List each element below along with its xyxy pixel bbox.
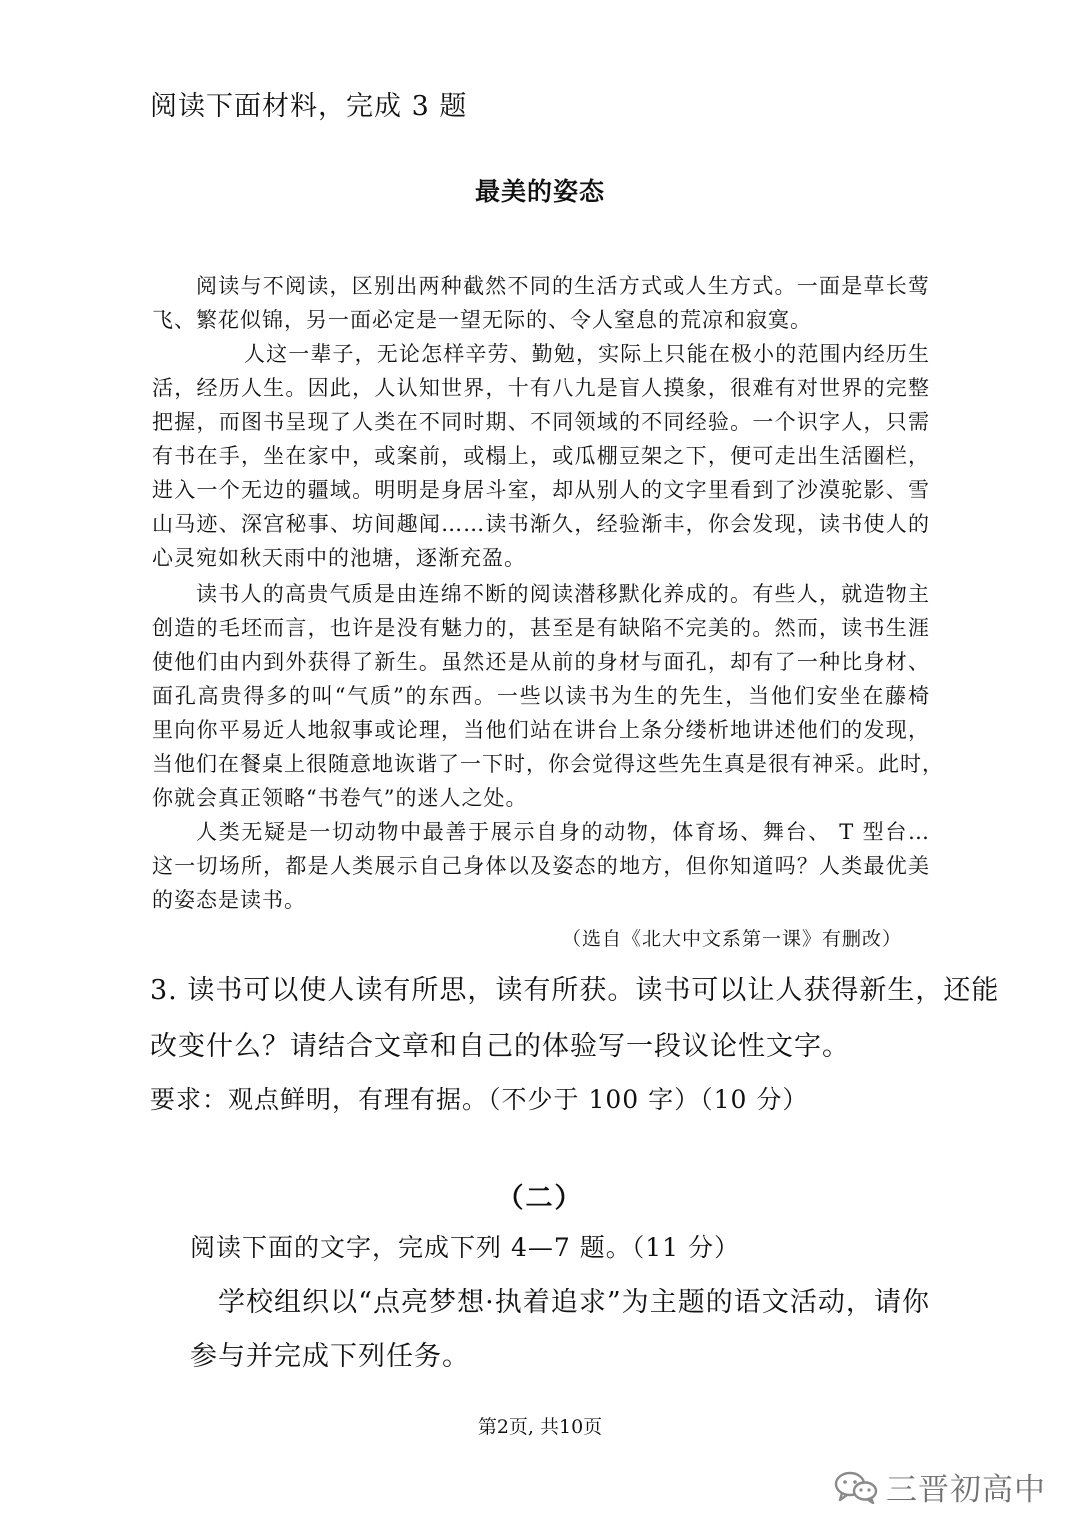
section-paragraph: 参与并完成下列任务。	[190, 1341, 470, 1372]
watermark-text: 三晋初高中	[886, 1472, 1046, 1508]
passage-line: 使他们由内到外获得了新生。虽然还是从前的身材与面孔，却有了一种比身材、	[152, 650, 930, 674]
passage-line: 这一切场所，都是人类展示自己身体以及姿态的地方，但你知道吗？人类最优美	[152, 854, 930, 878]
passage-line: 你就会真正领略“书卷气”的迷人之处。	[152, 786, 528, 810]
question-3-requirement: 要求：观点鲜明，有理有据。（不少于 100 字）（10 分）	[150, 1085, 809, 1114]
section-paragraph: 学校组织以“点亮梦想·执着追求”为主题的语文活动，请你	[218, 1287, 930, 1318]
section-intro: 阅读下面的文字，完成下列 4—7 题。（11 分）	[190, 1233, 740, 1262]
page-number: 第2页, 共10页	[477, 1416, 603, 1438]
passage-line: 面孔高贵得多的叫“气质”的东西。一些以读书为生的先生，当他们安坐在藤椅	[152, 684, 930, 708]
section-title: （二）	[496, 1183, 584, 1214]
passage-line: 进入一个无边的疆域。明明是身居斗室，却从别人的文字里看到了沙漠驼影、雪	[152, 478, 930, 502]
passage-line: 当他们在餐桌上很随意地诙谐了一下时，你会觉得这些先生真是很有神采。此时，	[152, 752, 944, 776]
passage-line: 人这一辈子，无论怎样辛劳、勤勉，实际上只能在极小的范围内经历生	[244, 342, 930, 366]
wechat-icon	[834, 1470, 878, 1504]
passage-line: 的姿态是读书。	[152, 888, 306, 912]
passage-line: 创造的毛坯而言，也许是没有魅力的，甚至是有缺陷不完美的。然而，读书生涯	[152, 616, 930, 640]
passage-line: 有书在手，坐在家中，或案前，或榻上，或瓜棚豆架之下，便可走出生活圈栏，	[152, 444, 930, 468]
passage-line: 把握，而图书呈现了人类在不同时期、不同领域的不同经验。一个识字人，只需	[152, 410, 930, 434]
passage-line: 阅读与不阅读，区别出两种截然不同的生活方式或人生方式。一面是草长莺	[196, 274, 930, 298]
question-3-line: 3. 读书可以使人读有所思，读有所获。读书可以让人获得新生，还能	[150, 975, 1000, 1006]
passage-line: 读书人的高贵气质是由连绵不断的阅读潜移默化养成的。有些人，就造物主	[196, 582, 930, 606]
passage-line: 人类无疑是一切动物中最善于展示自身的动物，体育场、舞台、 T 型台…	[196, 820, 930, 844]
passage-line: 心灵宛如秋天雨中的池塘，逐渐充盈。	[152, 546, 526, 570]
passage-line: 里向你平易近人地叙事或论理，当他们站在讲台上条分缕析地讲述他们的发现，	[152, 718, 930, 742]
passage-line: 山马迹、深宫秘事、坊间趣闻……读书渐久，经验渐丰，你会发现，读书使人的	[152, 512, 930, 536]
passage-line: 活，经历人生。因此，人认知世界，十有八九是盲人摸象，很难有对世界的完整	[152, 376, 930, 400]
watermark	[834, 1464, 1046, 1509]
question-3-line: 改变什么？请结合文章和自己的体验写一段议论性文字。	[150, 1031, 850, 1062]
passage-line: 飞、繁花似锦，另一面必定是一望无际的、令人窒息的荒凉和寂寞。	[152, 308, 812, 332]
source-note: （选自《北大中文系第一课》有删改）	[561, 928, 902, 950]
intro-heading: 阅读下面材料，完成 3 题	[150, 91, 468, 122]
passage-title: 最美的姿态	[474, 177, 605, 206]
